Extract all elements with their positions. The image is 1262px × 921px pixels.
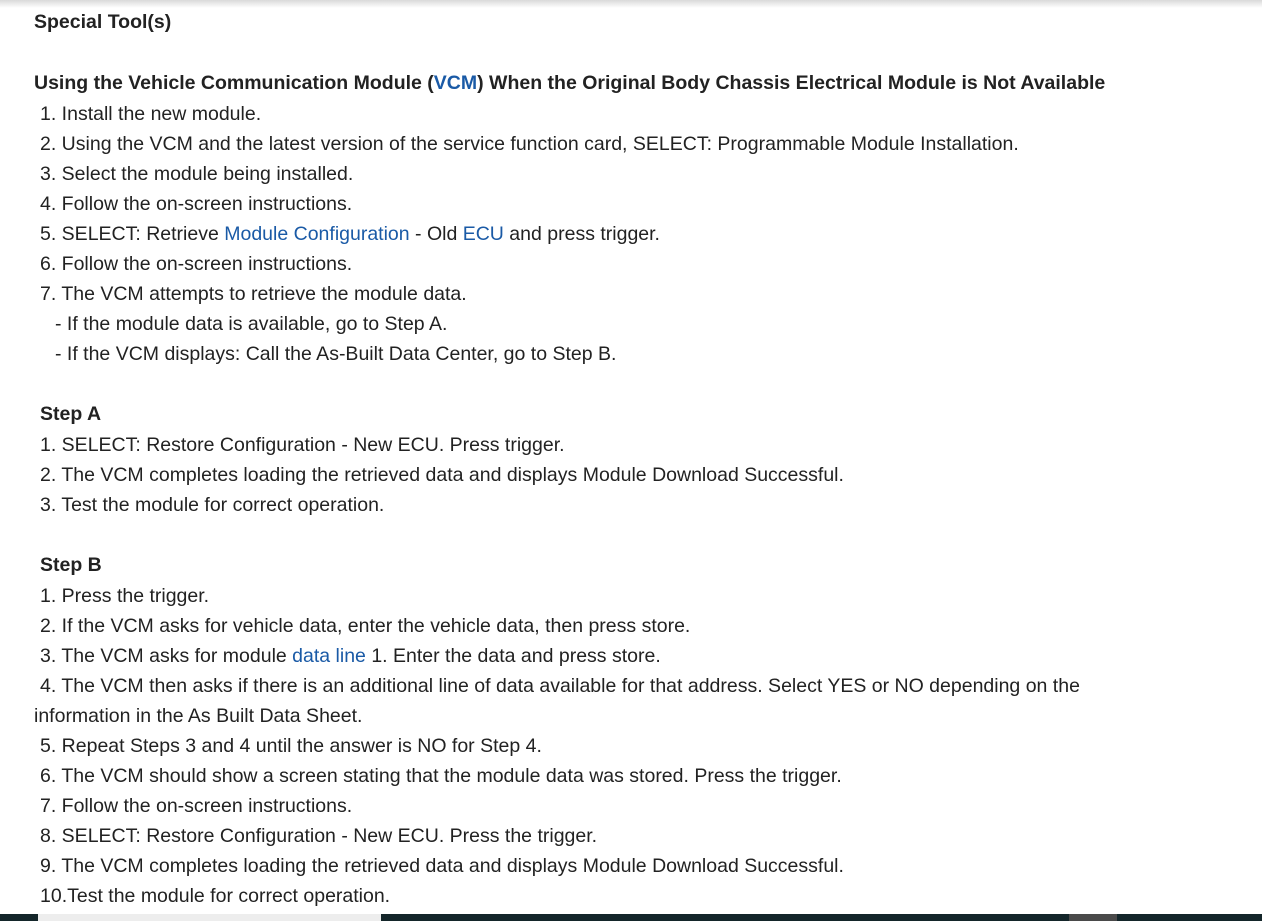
step-b-item-9: 9. The VCM completes loading the retrieved data and displays Module Download Successful. (40, 855, 844, 877)
step-b-item-5: 5. Repeat Steps 3 and 4 until the answer is NO for Step 4. (40, 735, 542, 757)
step-a-item-2: 2. The VCM completes loading the retrieved data and displays Module Download Successful. (40, 464, 844, 486)
step-b-item-7: 7. Follow the on-screen instructions. (40, 795, 353, 817)
sub-item-step-b: - If the VCM displays: Call the As-Built Data Center, go to Step B. (55, 343, 617, 365)
special-tools-heading: Special Tool(s) (34, 11, 172, 33)
sub-item-step-a: - If the module data is available, go to Step A. (55, 313, 448, 335)
step-b-item-10: 10.Test the module for correct operation. (40, 885, 391, 907)
step-b-title: Step B (40, 554, 102, 576)
main-step-3: 3. Select the module being installed. (40, 163, 354, 185)
bottom-bar-segment (38, 914, 381, 921)
step-b-item-3 (40, 641, 661, 671)
main-step-5 (40, 219, 660, 249)
main-step-1: 1. Install the new module. (40, 103, 262, 125)
section-title (34, 68, 1105, 98)
ecu-link[interactable]: ECU (462, 223, 504, 245)
bottom-bar-thumb[interactable] (1069, 914, 1117, 921)
step5-post: and press trigger. (503, 223, 660, 245)
step5-pre: 5. SELECT: Retrieve (40, 223, 225, 245)
main-step-4: 4. Follow the on-screen instructions. (40, 193, 353, 215)
step-a-item-3: 3. Test the module for correct operation. (40, 494, 385, 516)
step-b-item-6: 6. The VCM should show a screen stating that the module data was stored. Press the trigger. (40, 765, 842, 787)
step-a-item-1: 1. SELECT: Restore Configuration - New ECU. Press trigger. (40, 434, 565, 456)
top-shadow (0, 0, 1262, 8)
main-step-6: 6. Follow the on-screen instructions. (40, 253, 353, 275)
step-b-item-4-line-1: 4. The VCM then asks if there is an additional line of data available for that address. Select YES or NO depending on the (40, 675, 1080, 697)
step-b-item-8: 8. SELECT: Restore Configuration - New ECU. Press the trigger. (40, 825, 598, 847)
data-line-link[interactable]: data line (292, 645, 366, 667)
section-title-pre: Using the Vehicle Communication Module ( (34, 72, 434, 94)
step-b-item-3-post: 1. Enter the data and press store. (365, 645, 661, 667)
step-b-item-2: 2. If the VCM asks for vehicle data, enter the vehicle data, then press store. (40, 615, 691, 637)
step-b-item-1: 1. Press the trigger. (40, 585, 210, 607)
bottom-bar (0, 914, 1262, 921)
module-configuration-link[interactable]: Module Configuration (224, 223, 410, 245)
step5-mid: - Old (409, 223, 463, 245)
step-a-title: Step A (40, 403, 102, 425)
vcm-link[interactable]: VCM (433, 72, 478, 94)
main-step-7: 7. The VCM attempts to retrieve the module data. (40, 283, 467, 305)
main-step-2: 2. Using the VCM and the latest version of the service function card, SELECT: Programmable Module Installation. (40, 133, 1019, 155)
step-b-item-3-pre: 3. The VCM asks for module (40, 645, 293, 667)
step-b-item-4-line-2: information in the As Built Data Sheet. (34, 705, 363, 727)
section-title-post: ) When the Original Body Chassis Electrical Module is Not Available (477, 72, 1106, 94)
